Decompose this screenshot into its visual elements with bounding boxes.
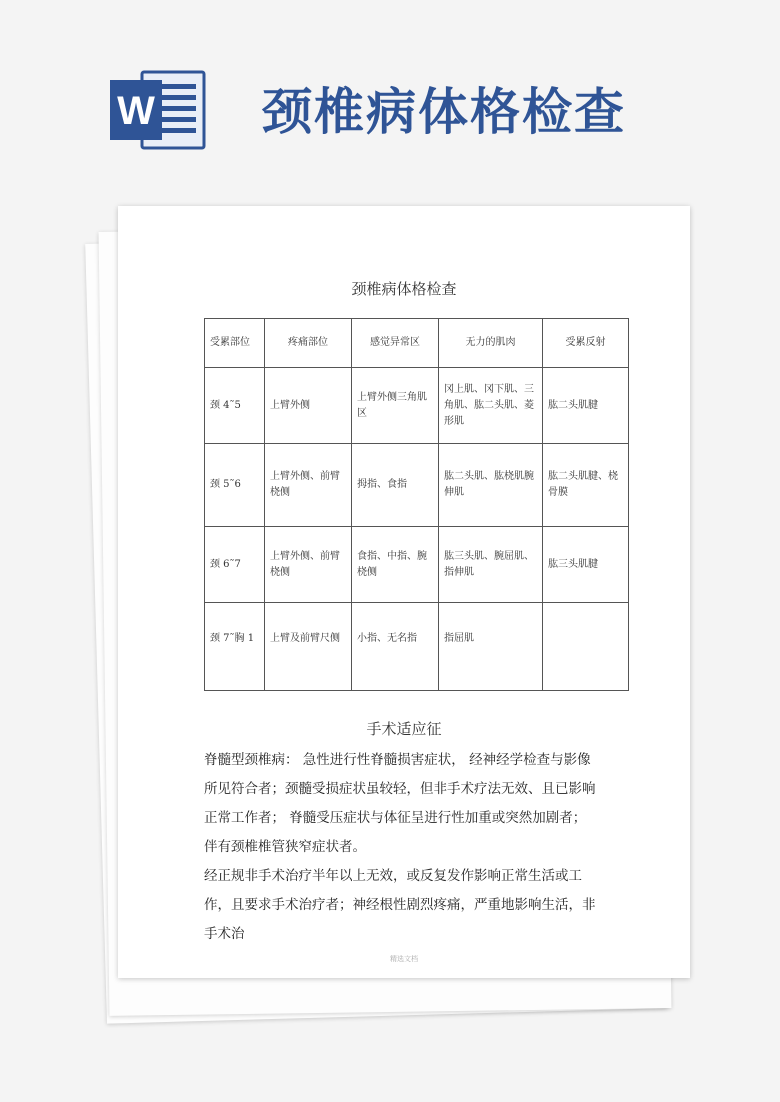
page-title: 颈椎病体格检查 [262, 83, 626, 141]
document-title: 颈椎病体格检查 [351, 280, 457, 298]
table-cell: 上臂外侧、前臂桡侧 [265, 444, 352, 527]
column-header: 疼痛部位 [265, 319, 352, 368]
table-cell: 指屈肌 [439, 603, 543, 691]
word-document-icon [108, 68, 208, 152]
table-cell: 上臂外侧、前臂桡侧 [265, 527, 352, 603]
table-cell: 颈 5˜6 [205, 444, 265, 527]
section-title: 手术适应征 [366, 720, 442, 738]
table-cell: 冈上肌、冈下肌、三角肌、肱二头肌、菱形肌 [439, 368, 543, 444]
table-cell: 食指、中指、腕桡侧 [352, 527, 439, 603]
table-cell: 颈 6˜7 [205, 527, 265, 603]
exam-table [204, 318, 629, 691]
body-text [204, 746, 604, 949]
word-logo-letter: W [117, 89, 155, 133]
table-cell: 肱三头肌、腕屈肌、指伸肌 [439, 527, 543, 603]
table-cell: 肱二头肌腱 [543, 368, 629, 444]
table-cell: 颈 7˜胸 1 [205, 603, 265, 691]
column-header: 受累反射 [543, 319, 629, 368]
table-cell: 上臂外侧 [265, 368, 352, 444]
document-page [118, 206, 690, 978]
table-cell: 肱二头肌腱、桡骨膜 [543, 444, 629, 527]
table-row [205, 603, 629, 691]
table-cell: 肱二头肌、肱桡肌腕伸肌 [439, 444, 543, 527]
banner-header [0, 0, 780, 200]
paragraph: 经正规非手术治疗半年以上无效，或反复发作影响正常生活或工作，且要求手术治疗者；神经根性剧烈疼痛，严重地影响生活，非手术治 [204, 868, 596, 942]
page-footer: 精选文档 [390, 955, 418, 963]
table-cell: 拇指、食指 [352, 444, 439, 527]
table-row [205, 444, 629, 527]
table-row [205, 368, 629, 444]
table-header-row [205, 319, 629, 368]
column-header: 感觉异常区 [352, 319, 439, 368]
table-row [205, 527, 629, 603]
table-cell [543, 603, 629, 691]
table-cell: 小指、无名指 [352, 603, 439, 691]
table-cell: 颈 4˜5 [205, 368, 265, 444]
table-cell: 上臂及前臂尺侧 [265, 603, 352, 691]
paragraph: 脊髓型颈椎病： 急性进行性脊髓损害症状， 经神经学检查与影像所见符合者；颈髓受损症状虽较轻，但非手术疗法无效、且已影响正常工作者； 脊髓受压症状与体征呈进行性加重或突然加剧者； 伴有颈椎椎管狭窄症状者。 [204, 752, 596, 855]
column-header: 受累部位 [205, 319, 265, 368]
column-header: 无力的肌肉 [439, 319, 543, 368]
table-cell: 上臂外侧三角肌区 [352, 368, 439, 444]
table-cell: 肱三头肌腱 [543, 527, 629, 603]
